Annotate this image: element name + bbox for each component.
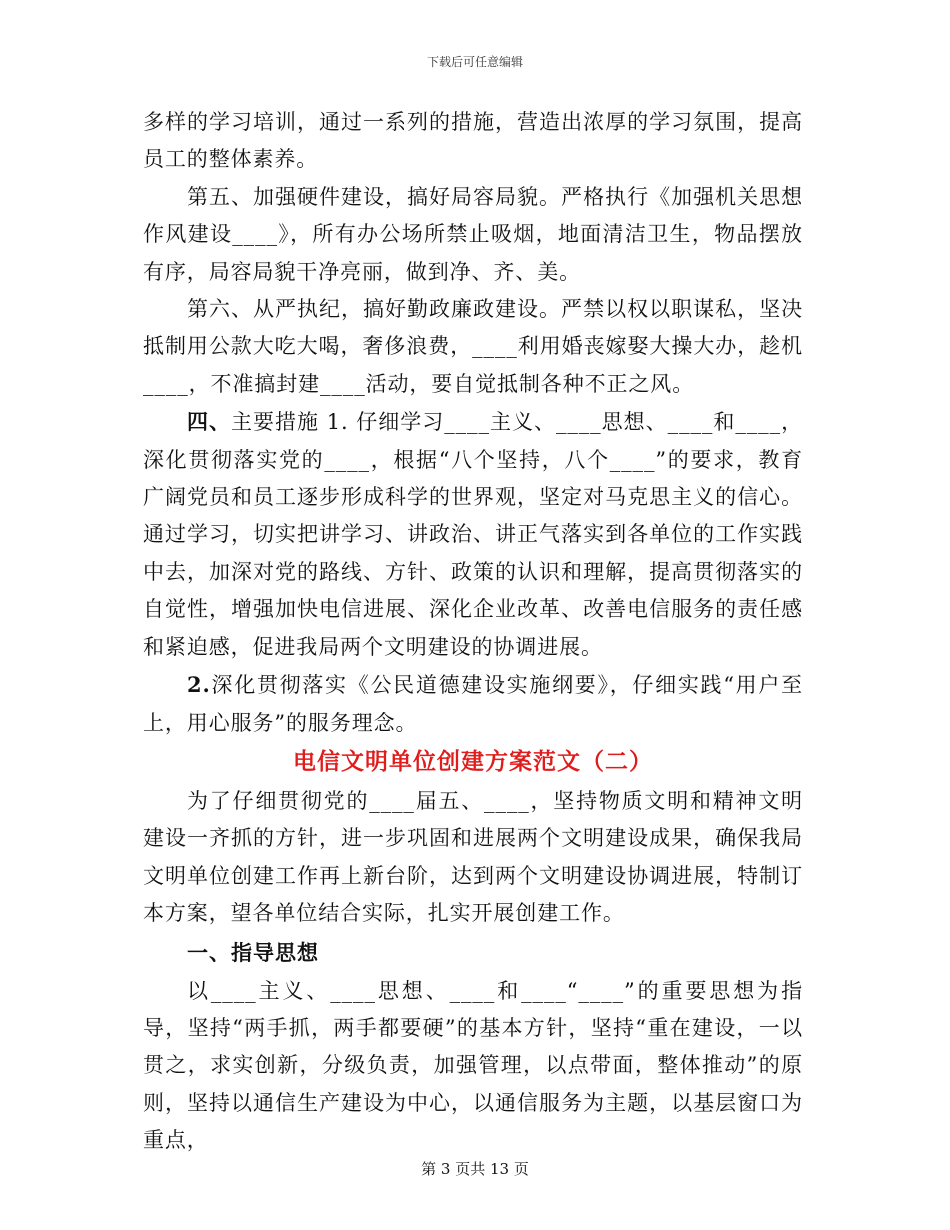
section-title: 电信文明单位创建方案范文（二）	[293, 747, 653, 775]
document-body	[143, 104, 803, 1160]
measures-text: 主要措施 1. 仔细学习____主义、____思想、____和____，深化贯彻落实党的____，根据“八个坚持，八个____”的要求，教育广阔党员和员工逐步形成科学的世界观，坚定对马克思主义的信心。通过学习，切实把讲学习、讲政治、讲正气落实到各单位的工作实践中去，加深对党的路线、方针、政策的认识和理解，提高贯彻落实的自觉性，增强加快电信进展、深化企业改革、改善电信服务的责任感和紧迫感，促进我局两个文明建设的协调进展。	[143, 410, 803, 659]
measures-label: 四、	[187, 409, 232, 435]
section-heading-guiding-thought: 一、指导思想	[187, 939, 319, 965]
morality-text: 深化贯彻落实《公民道德建设实施纲要》，仔细实践“用户至上，用心服务”的服务理念。	[143, 673, 803, 735]
page-footer: 第 3 页共 13 页	[421, 1160, 529, 1178]
paragraph-training: 多样的学习培训，通过一系列的措施，营造出浓厚的学习氛围，提高员工的整体素养。	[143, 110, 803, 172]
paragraph-measures	[143, 403, 803, 666]
paragraph-discipline: 第六、从严执纪，搞好勤政廉政建设。严禁以权以职谋私，坚决抵制用公款大吃大喝，奢侈浪费，____利用婚丧嫁娶大操大办，趁机____，不准搞封建____活动，要自觉抵制各种不正之风。	[143, 297, 803, 396]
paragraph-morality	[143, 666, 803, 742]
paragraph-guiding-thought: 以____主义、____思想、____和____“____”的重要思想为指导，坚持“两手抓，两手都要硬”的基本方针，坚持“重在建设，一以贯之，求实创新，分级负责，加强管理，以点带面，整体推动”的原则，坚持以通信生产建设为中心，以通信服务为主题，以基层窗口为重点，	[143, 978, 803, 1153]
morality-number: 2.	[187, 672, 211, 698]
paragraph-intro: 为了仔细贯彻党的____届五、____，坚持物质文明和精神文明建设一齐抓的方针，进一步巩固和进展两个文明建设成果，确保我局文明单位创建工作再上新台阶，达到两个文明建设协调进展，特制订本方案，望各单位结合实际，扎实开展创建工作。	[143, 788, 803, 926]
paragraph-hardware: 第五、加强硬件建设，搞好局容局貌。严格执行《加强机关思想作风建设____》，所有办公场所禁止吸烟，地面清洁卫生，物品摆放有序，局容局貌干净亮丽，做到净、齐、美。	[143, 184, 803, 284]
page-header: 下载后可任意编辑	[426, 55, 523, 69]
